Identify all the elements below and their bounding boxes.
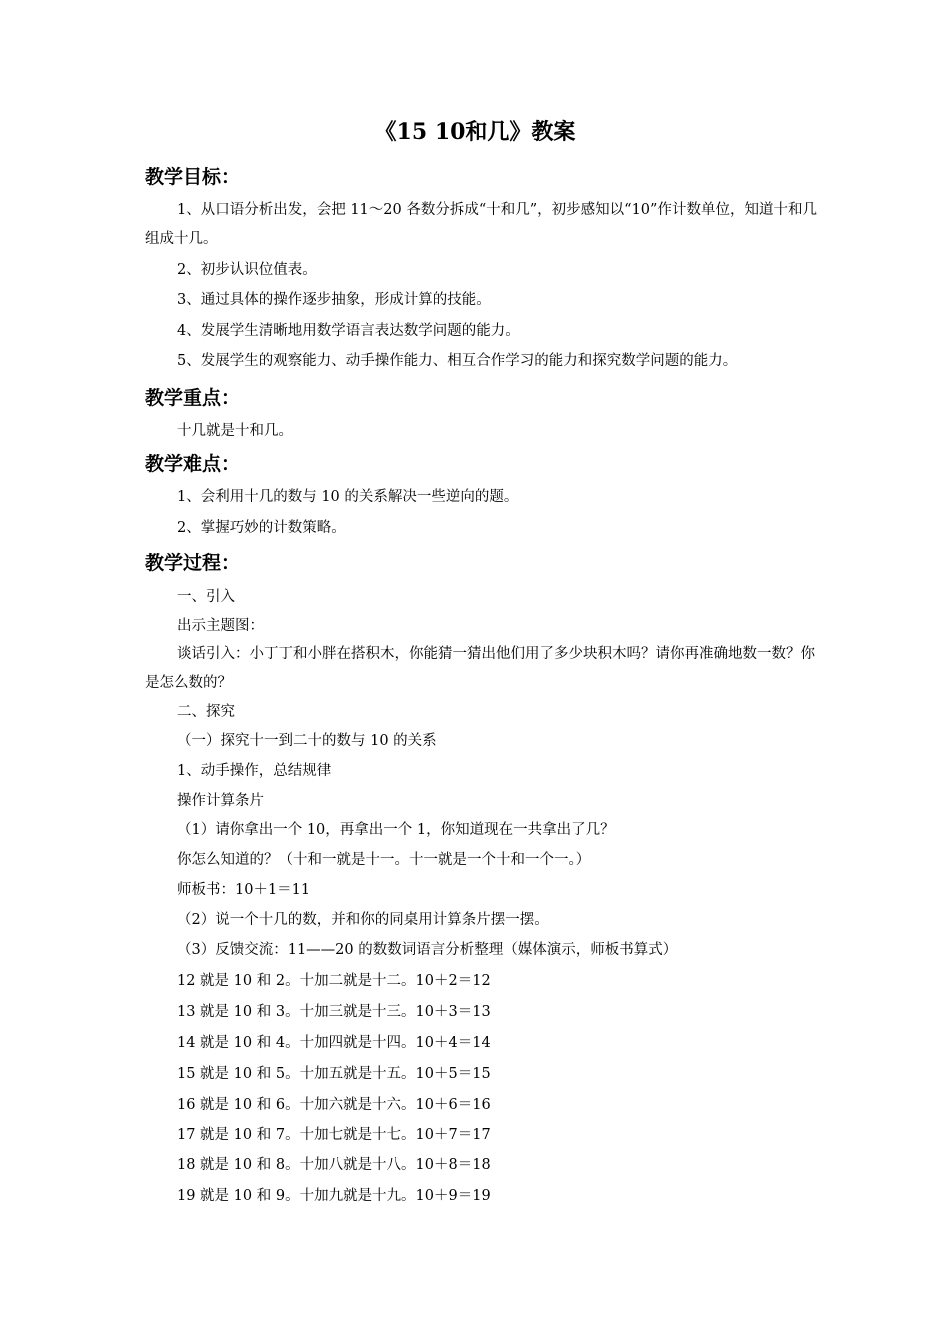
- process-line: 19 就是 10 和 9。十加九就是十九。10＋9＝19: [177, 1188, 491, 1204]
- difficulty-item-2: 2、掌握巧妙的计数策略。: [177, 520, 346, 536]
- goal-item-3: 3、通过具体的操作逐步抽象，形成计算的技能。: [177, 292, 491, 308]
- process-line: 18 就是 10 和 8。十加八就是十八。10＋8＝18: [177, 1157, 491, 1173]
- process-line: （一）探究十一到二十的数与 10 的关系: [177, 733, 437, 749]
- process-line: 17 就是 10 和 7。十加七就是十七。10＋7＝17: [177, 1127, 491, 1143]
- process-line: 1、动手操作，总结规律: [177, 763, 332, 779]
- process-line: 你怎么知道的？（十和一就是十一。十一就是一个十和一个一。）: [177, 852, 591, 868]
- process-line: 13 就是 10 和 3。十加三就是十三。10＋3＝13: [177, 1004, 491, 1020]
- process-line: 12 就是 10 和 2。十加二就是十二。10＋2＝12: [177, 973, 491, 989]
- process-line: （1）请你拿出一个 10，再拿出一个 1，你知道现在一共拿出了几？: [177, 822, 615, 838]
- process-line: 操作计算条片: [177, 793, 264, 809]
- goal-item-4: 4、发展学生清晰地用数学语言表达数学问题的能力。: [177, 323, 520, 339]
- process-line: 出示主题图：: [177, 618, 264, 634]
- process-line: 16 就是 10 和 6。十加六就是十六。10＋6＝16: [177, 1097, 491, 1113]
- process-line: 师板书：10＋1＝11: [177, 882, 311, 898]
- process-line: 二、探究: [177, 704, 235, 720]
- process-line: （3）反馈交流：11——20 的数数词语言分析整理（媒体演示，师板书算式）: [177, 942, 678, 958]
- process-paragraph-intro: 谈话引入：小丁丁和小胖在搭积木，你能猜一猜出他们用了多少块积木吗？请你再准确地数一数？你是怎么数的？: [145, 646, 815, 691]
- goal-item-2: 2、初步认识位值表。: [177, 262, 317, 278]
- process-line: （2）说一个十几的数，并和你的同桌用计算条片摆一摆。: [177, 912, 549, 928]
- heading-difficulties: 教学难点：: [145, 453, 241, 475]
- document-title: 《15 10和几》教案: [374, 119, 576, 145]
- process-line: 一、引入: [177, 589, 235, 605]
- heading-key-points: 教学重点：: [145, 387, 241, 409]
- goal-item-1: 1、从口语分析出发，会把 11～20 各数分拆成“十和几”，初步感知以“10”作计数单位，知道十和几组成十几。: [145, 202, 817, 247]
- difficulty-item-1: 1、会利用十几的数与 10 的关系解决一些逆向的题。: [177, 489, 519, 505]
- process-line: 15 就是 10 和 5。十加五就是十五。10＋5＝15: [177, 1066, 491, 1082]
- heading-teaching-goals: 教学目标：: [145, 166, 241, 188]
- process-line: 14 就是 10 和 4。十加四就是十四。10＋4＝14: [177, 1035, 491, 1051]
- goal-item-5: 5、发展学生的观察能力、动手操作能力、相互合作学习的能力和探究数学问题的能力。: [177, 353, 738, 369]
- key-point-item-1: 十几就是十和几。: [177, 423, 293, 439]
- heading-teaching-process: 教学过程：: [145, 552, 241, 574]
